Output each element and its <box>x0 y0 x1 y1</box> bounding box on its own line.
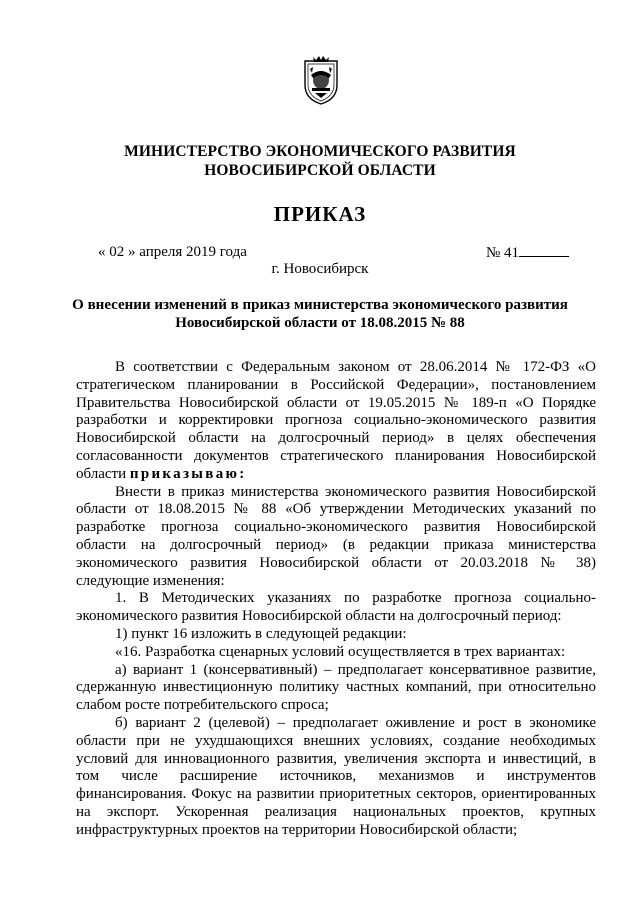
ministry-name-line2: НОВОСИБИРСКОЙ ОБЛАСТИ <box>204 162 436 179</box>
paragraph: а) вариант 1 (консервативный) – предполагает консервативное развитие, сдержанную инвестиционную политику частных компаний, при относительно слабом росте потребительского спроса; <box>76 661 596 714</box>
document-city: г. Новосибирск <box>271 261 369 277</box>
subject-line1: О внесении изменений в приказ министерства экономического развития <box>72 297 568 313</box>
paragraph: б) вариант 2 (целевой) – предполагает оживление и рост в экономике области при не ухудшающихся внешних условиях, создание необходимых условий для инновационного развития, увеличения экспорта и инвестиций, в том числе расширение источников, механизмов и инструментов финансирования. Фокус на развитии приоритетных секторов, ориентированных на экспорт. Ускоренная реализация национальных проектов, крупных инфраструктурных проектов на территории Новосибирской области; <box>76 714 596 838</box>
order-word: приказываю: <box>129 465 247 482</box>
document-title: ПРИКАЗ <box>273 202 367 226</box>
paragraph <box>76 359 596 484</box>
paragraph: 1) пункт 16 изложить в следующей редакции: <box>115 625 407 642</box>
paragraph-text: В соответствии с Федеральным законом от 28.06.2014 № 172-ФЗ «О стратегическом планировании в Российской Федерации», постановлением Правительства Новосибирской области от 19.05.2015 № 189-п «О Порядке разработки и корректировки прогноза социально-экономического развития Новосибирской области на долгосрочный период» в целях обеспечения согласованности документов стратегического планирования Новосибирской области <box>76 359 596 482</box>
coat-of-arms-icon <box>302 55 340 105</box>
document-date: « 02 » апреля 2019 года <box>98 244 247 260</box>
number-underline <box>519 244 569 257</box>
paragraph: «16. Разработка сценарных условий осуществляется в трех вариантах: <box>115 643 566 660</box>
document-number-value: № 41 <box>486 245 520 261</box>
paragraph: 1. В Методических указаниях по разработке прогноза социально-экономического развития Новосибирской области на долгосрочный период: <box>76 590 596 625</box>
ministry-name-line1: МИНИСТЕРСТВО ЭКОНОМИЧЕСКОГО РАЗВИТИЯ <box>124 143 516 160</box>
document-number <box>486 244 569 262</box>
subject-line2: Новосибирской области от 18.08.2015 № 88 <box>175 315 465 331</box>
document-body <box>76 359 596 840</box>
paragraph: Внести в приказ министерства экономического развития Новосибирской области от 18.08.2015 № 88 «Об утверждении Методических указаний по разработке прогноза социально-экономического развития Новосибирской области на долгосрочный период» (в редакции приказа министерства экономического развития Новосибирской области от 20.03.2018 № 38) следующие изменения: <box>76 483 596 589</box>
